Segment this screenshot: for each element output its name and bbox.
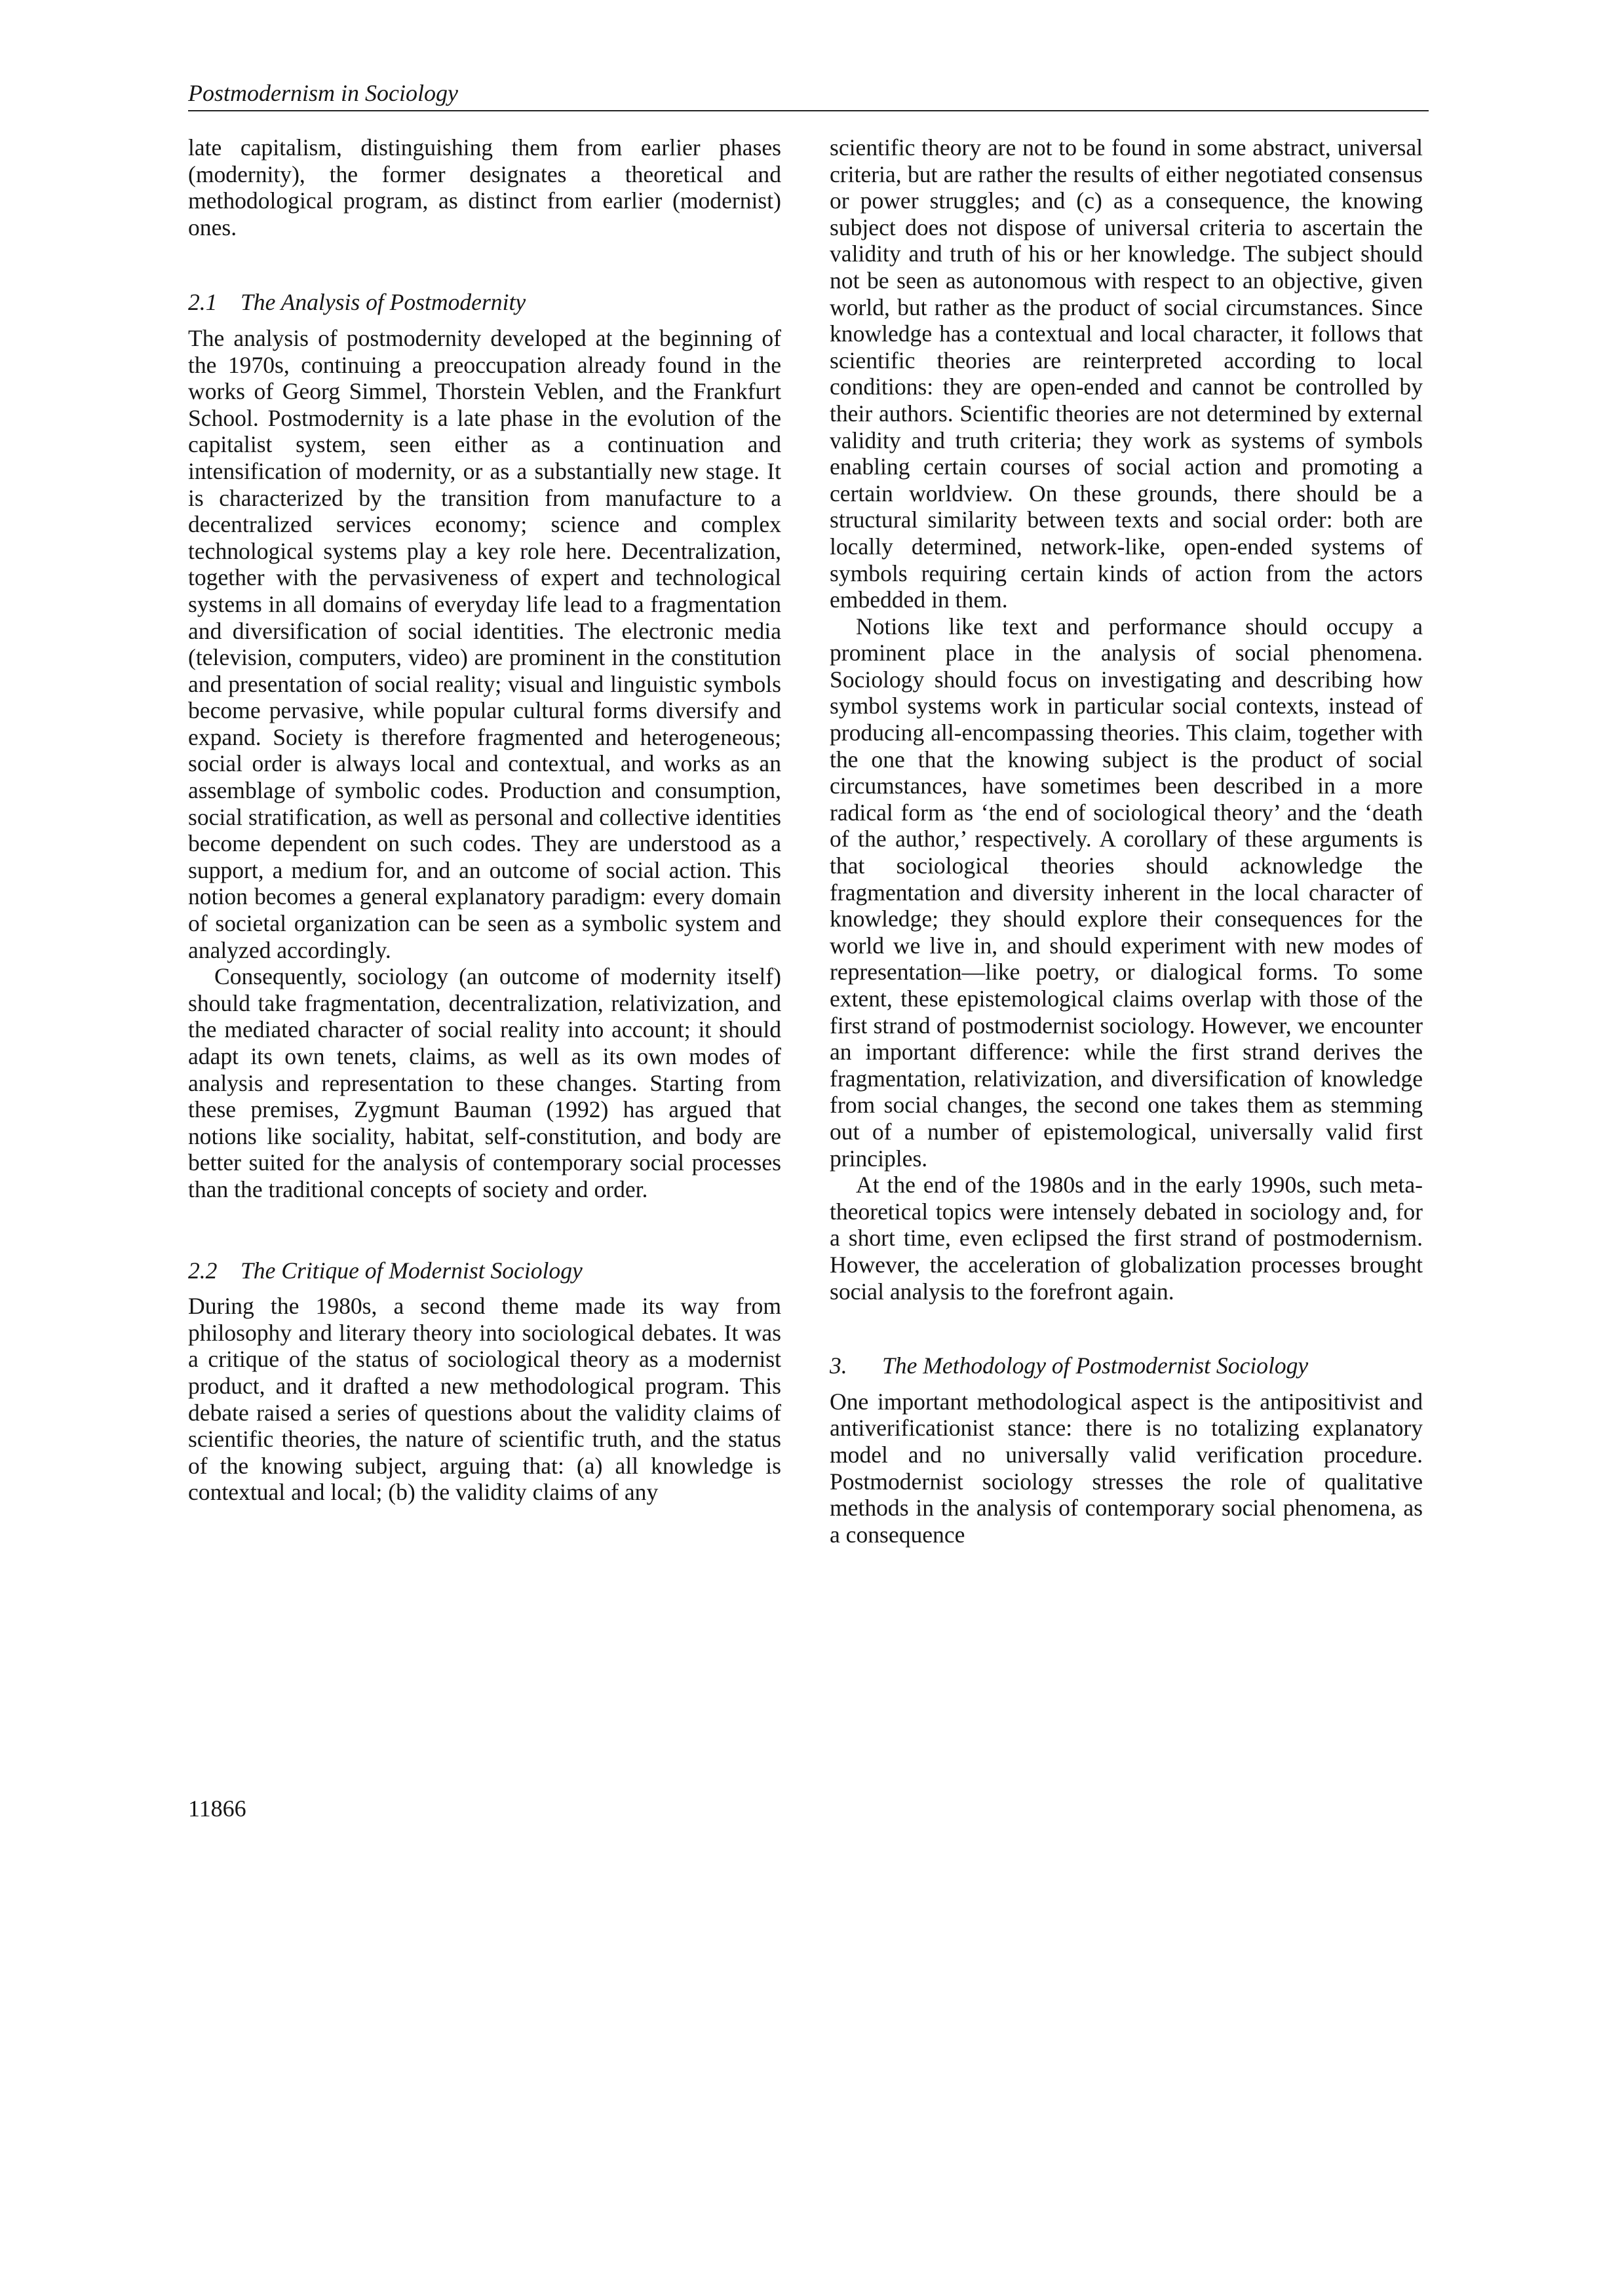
body-paragraph: Notions like text and performance should occupy a prominent place in the analysis of social phenomena. Sociology should focus on investigating and describing how symbol systems work in particular social contexts, instead of producing all-encompassing theories. This claim, together with the one that the knowing subject is the product of social circumstances, have sometimes been described in a more radical form as ‘the end of sociological theory’ and the ‘death of the author,’ respectively. A corollary of these arguments is that sociological theories should acknowledge the fragmentation and diversity inherent in the local character of knowledge; they should explore their consequences for the world we live in, and should experiment with new modes of representation—like poetry, or dialogical forms. To some extent, these epistemological claims overlap with those of the first strand of postmodernist sociology. However, we encounter an important difference: while the first strand derives the fragmentation, relativization, and diversification of knowledge from social changes, the second one takes them as stemming out of a number of epistemological, universally valid first principles. [830, 613, 1423, 1172]
section-title: The Methodology of Postmodernist Sociology [882, 1352, 1309, 1379]
intro-paragraph: late capitalism, distinguishing them from earlier phases (modernity), the former designates a theoretical and methodological program, as distinct from earlier (modernist) ones. [188, 134, 781, 240]
right-column [830, 134, 1423, 1548]
section-heading-2-2 [188, 1257, 781, 1284]
section-title: The Critique of Modernist Sociology [241, 1257, 583, 1284]
header-rule [188, 110, 1429, 111]
left-column [188, 134, 781, 1506]
body-paragraph: scientific theory are not to be found in some abstract, universal criteria, but are rather the results of either negotiated consensus or power struggles; and (c) as a consequence, the knowing subject does not dispose of universal criteria to ascertain the validity and truth of his or her knowledge. The subject should not be seen as autonomous with respect to an objective, given world, but rather as the product of social circumstances. Since knowledge has a contextual and local character, it follows that scientific theories are reinterpreted according to local conditions: they are open-ended and cannot be controlled by their authors. Scientific theories are not determined by external validity and truth criteria; they work as systems of symbols enabling certain courses of social action and promoting a certain worldview. On these grounds, there should be a structural similarity between texts and social order: both are locally determined, network-like, open-ended systems of symbols requiring certain kinds of action from the actors embedded in them. [830, 134, 1423, 613]
section-heading-2-1 [188, 289, 781, 316]
body-paragraph: At the end of the 1980s and in the early 1990s, such meta-theoretical topics were intensely debated in sociology and, for a short time, even eclipsed the first strand of postmodernism. However, the acceleration of globalization processes brought social analysis to the forefront again. [830, 1172, 1423, 1305]
section-title: The Analysis of Postmodernity [241, 289, 526, 316]
body-paragraph: One important methodological aspect is the antipositivist and antiverificationist stance: there is no totalizing explanatory model and no universally valid verification procedure. Postmodernist sociology stresses the role of qualitative methods in the analysis of contemporary social phenomena, as a consequence [830, 1388, 1423, 1548]
section-heading-3 [830, 1352, 1423, 1379]
body-paragraph: The analysis of postmodernity developed at the beginning of the 1970s, continuing a preoccupation already found in the works of Georg Simmel, Thorstein Veblen, and the Frankfurt School. Postmodernity is a late phase in the evolution of the capitalist system, seen either as a continuation and intensification of modernity, or as a substantially new stage. It is characterized by the transition from manufacture to a decentralized services economy; science and complex technological systems play a key role here. Decentralization, together with the pervasiveness of expert and technological systems in all domains of everyday life lead to a fragmentation and diversification of social identities. The electronic media (television, computers, video) are prominent in the constitution and presentation of social reality; visual and linguistic symbols become pervasive, while popular cultural forms diversify and expand. Society is therefore fragmented and heterogeneous; social order is always local and contextual, and works as an assemblage of symbolic codes. Production and consumption, social stratification, as well as personal and collective identities become dependent on such codes. They are understood as a support, a medium for, and an outcome of social action. This notion becomes a general explanatory paradigm: every domain of societal organization can be seen as a symbolic system and analyzed accordingly. [188, 324, 781, 963]
body-paragraph: During the 1980s, a second theme made its way from philosophy and literary theory into sociological debates. It was a critique of the status of sociological theory as a modernist product, and it drafted a new methodological program. This debate raised a series of questions about the validity claims of scientific theories, the nature of scientific truth, and the status of the knowing subject, arguing that: (a) all knowledge is contextual and local; (b) the validity claims of any [188, 1293, 781, 1506]
running-header-title: Postmodernism in Sociology [188, 80, 458, 106]
page-number: 11866 [188, 1795, 246, 1822]
section-number: 2.1 [188, 289, 218, 316]
body-paragraph: Consequently, sociology (an outcome of modernity itself) should take fragmentation, decentralization, relativization, and the mediated character of social reality into account; it should adapt its own tenets, claims, as well as its own modes of analysis and representation to these changes. Starting from these premises, Zygmunt Bauman (1992) has argued that notions like sociality, habitat, self-constitution, and body are better suited for the analysis of contemporary social processes than the traditional concepts of society and order. [188, 963, 781, 1202]
section-number: 2.2 [188, 1257, 218, 1284]
section-number: 3. [830, 1352, 847, 1379]
